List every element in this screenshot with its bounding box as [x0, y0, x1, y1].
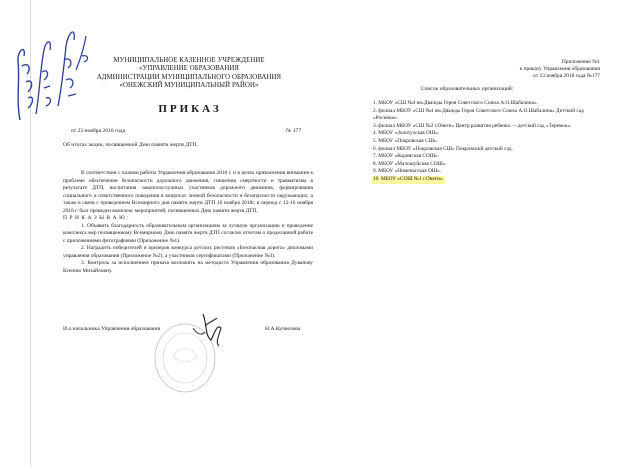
handwritten-annotation: [6, 10, 98, 125]
order-directive-word: П Р И К А З Ы В А Ю :: [63, 215, 130, 221]
organization-list-item: 5. МБОУ «Покровская СШ».: [373, 137, 438, 144]
appendix-header-line: от 23 ноября 2018 года №177: [533, 72, 600, 79]
official-stamp-seal: [145, 306, 235, 406]
document-number: № 177: [286, 128, 302, 134]
organization-list-item: 6. филиал МБОУ «Покровская СШ» Покровский детский сад.: [373, 145, 513, 152]
order-body: [63, 170, 313, 275]
document-title: ПРИКАЗ: [158, 103, 222, 115]
document-date: от 23 ноября 2018 года: [71, 128, 126, 134]
organization-list-item: 7. МБОУ «Кодинская СОШ».: [373, 153, 440, 160]
order-preamble: В соответствии с планом работы Управления образования 2018 г. и в целях привлечения внимания к проблеме обеспечения безопасности дорожного движения, снижения смертности и травматизма в результате ДТП, воспитания законопослушных участников дорожного движения, формирования социального и ответственного поведения в вопросах личной безопасности и безопасности окружающих, а также в связи с проведением Всемирного дня памяти жертв ДТП 16 ноября 2018г. в период с 12-16 ноября 2018 г. был проведен комплекс мероприятий, посвященных Дню памяти жертв ДТП,: [63, 170, 313, 214]
organization-list: [372, 100, 604, 184]
organization-list-item: 8. МБОУ «Малошуйская СОШ».: [373, 160, 447, 167]
org-header-line: «ОНЕЖСКИЙ МУНИЦИПАЛЬНЫЙ РАЙОН»: [119, 82, 259, 90]
organization-list-item: 9. МБОУ «Нименьгская ОШ».: [373, 168, 442, 175]
appendix-header: [470, 59, 600, 80]
order-item-3: 3. Контроль за исполнением приказа возложить на методиста Управления образования Дуванову Ксению Михайловну.: [63, 260, 313, 274]
appendix-list-title: Список образовательных организаций:: [420, 86, 514, 92]
signatory-position: И.о.начальника Управления образования: [63, 326, 161, 332]
organization-header: [94, 57, 284, 91]
appendix-header-line: Приложение №1: [561, 59, 600, 65]
order-item-1: 1. Объявить благодарность образовательным организациям за лучшую организацию и проведение комплекса мер посвященному Всемирному Дню памяти жертв ДТП согласно отчетам о проделанной работе с приложениями фотографиями (Приложение №1).: [63, 222, 313, 244]
organization-list-item: 4. МБОУ «Золотухская ОШ».: [373, 130, 440, 137]
organization-list-item-highlighted: 10. МБОУ «СОШ №1 г.Онеги».: [373, 175, 444, 182]
organization-list-item: 3. филиал МБОУ «СШ №2 г.Онеги» Центр развития ребенка — детский сад «Теремок».: [373, 122, 572, 129]
org-header-line: «УПРАВЛЕНИЕ ОБРАЗОВАНИЯ: [138, 65, 240, 73]
organization-list-item: 1. МБОУ «СШ №4 им.Дважды Героя Советского Союза А.О.Шабалина».: [373, 100, 538, 106]
organization-list-item: 2. филиал МБОУ «СШ №4 им.Дважды Героя Советского Союза А.О.Шабалина» Детский сад «Росинка».: [373, 107, 584, 122]
org-header-line: МУНИЦИПАЛЬНОЕ КАЗЕННОЕ УЧРЕЖДЕНИЕ: [113, 57, 265, 64]
org-header-line: АДМИНИСТРАЦИИ МУНИЦИПАЛЬНОГО ОБРАЗОВАНИЯ: [96, 73, 282, 81]
appendix-header-line: к приказу Управления образования: [519, 65, 600, 72]
document-subject: Об итогах акции, посвященной Дню памяти жертв ДТП.: [63, 142, 198, 148]
order-item-2: 2. Наградить победителей и призеров конкурса детских рисунков «Безопасная дорога» дипломами управления образования (Приложение №2), а участников сертификатами (Приложение №3).: [63, 245, 313, 259]
signatory-name: Н.А.Кучкелева: [265, 326, 301, 332]
